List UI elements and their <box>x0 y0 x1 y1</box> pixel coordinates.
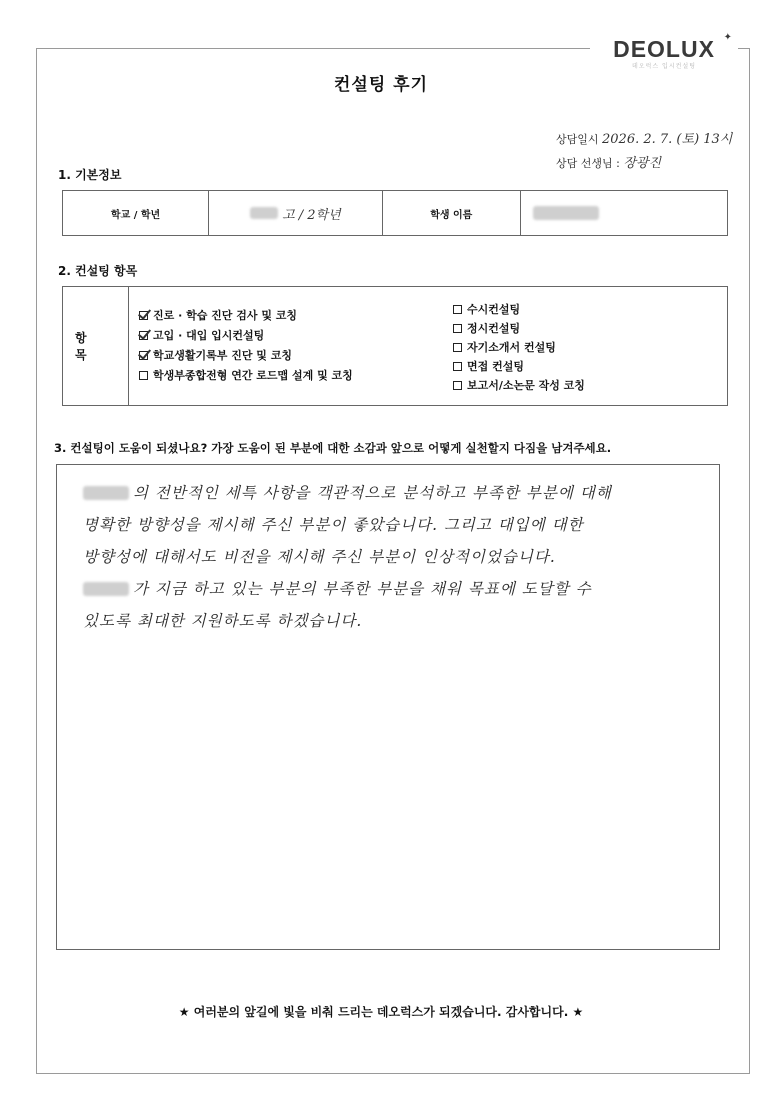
checkbox-empty-icon <box>453 343 462 352</box>
checkbox-empty-icon <box>453 324 462 333</box>
student-value-cell <box>521 191 727 235</box>
redacted-name <box>83 582 129 596</box>
school-value-cell <box>209 191 383 235</box>
school-label: 학교 / 학년 <box>110 209 161 221</box>
item-jeongsi: 정시컨설팅 <box>453 320 520 336</box>
student-label-cell <box>383 191 521 235</box>
consult-items-table <box>62 286 728 406</box>
item-roadmap: 학생부종합전형 연간 로드맵 설계 및 코칭 <box>139 367 353 383</box>
item-record: 학교생활기록부 진단 및 코칭 <box>139 347 292 363</box>
footer-message: ★ 여러분의 앞길에 빛을 비춰 드리는 데오럭스가 되겠습니다. 감사합니다. ★ <box>178 1005 584 1019</box>
answer-line-4: 가 지금 하고 있는 부분의 부족한 부분을 채워 목표에 도달할 수 <box>83 577 592 599</box>
checkbox-empty-icon <box>139 371 148 380</box>
item-diagnosis: 진로 · 학습 진단 검사 및 코칭 <box>139 307 297 323</box>
item-essay: 자기소개서 컨설팅 <box>453 339 556 355</box>
answer-line-5: 있도록 최대한 지원하도록 하겠습니다. <box>83 612 363 630</box>
checkbox-empty-icon <box>453 305 462 314</box>
item-interview: 면접 컨설팅 <box>453 358 524 374</box>
answer-line-3: 방향성에 대해서도 비전을 제시해 주신 부분이 인상적이었습니다. <box>83 548 556 566</box>
consultant-value: 장광진 <box>623 156 662 171</box>
checkbox-checked-icon <box>139 311 148 320</box>
checkbox-empty-icon <box>453 381 462 390</box>
basic-info-table <box>62 190 728 236</box>
items-left-column <box>129 287 439 405</box>
answer-line-2: 명확한 방향성을 제시해 주신 부분이 좋았습니다. 그리고 대입에 대한 <box>83 516 584 534</box>
redacted-name <box>83 486 129 500</box>
item-report: 보고서/소논문 작성 코칭 <box>453 377 585 393</box>
items-right-column <box>439 287 725 405</box>
consultant <box>556 152 661 171</box>
checkbox-checked-icon <box>139 351 148 360</box>
sparkle-icon: ✦ <box>723 32 732 43</box>
consult-date <box>556 128 732 147</box>
feedback-answer-box <box>56 464 720 950</box>
redacted-school <box>250 207 278 219</box>
redacted-student-name <box>533 206 599 220</box>
consultant-label: 상담 선생님 : <box>556 157 620 170</box>
items-label: 항 목 <box>63 287 129 405</box>
page-title: 컨설팅 후기 <box>333 75 429 95</box>
school-value: 고 / 2학년 <box>282 207 341 223</box>
item-susi: 수시컨설팅 <box>453 301 520 317</box>
section-basic-heading: 1. 기본정보 <box>58 168 122 182</box>
brand-logo <box>590 32 738 72</box>
answer-line-1: 의 전반적인 세특 사항을 객관적으로 분석하고 부족한 부분에 대해 <box>83 481 612 503</box>
school-label-cell <box>63 191 209 235</box>
section-items-heading: 2. 컨설팅 항목 <box>58 264 138 278</box>
student-label: 학생 이름 <box>430 209 473 221</box>
consult-date-value: 2026. 2. 7. (토) 13시 <box>602 132 733 147</box>
consult-date-label: 상담일시 <box>556 133 599 146</box>
checkbox-empty-icon <box>453 362 462 371</box>
logo-subtitle: 데오럭스 입시컨설팅 <box>631 63 697 70</box>
checkbox-checked-icon <box>139 331 148 340</box>
item-admission: 고입 · 대입 입시컨설팅 <box>139 327 264 343</box>
logo-wordmark: DEOLUX <box>613 36 715 62</box>
feedback-question: 3. 컨설팅이 도움이 되셨나요? 가장 도움이 된 부분에 대한 소감과 앞으로 어떻게 실천할지 다짐을 남겨주세요. <box>54 441 612 455</box>
